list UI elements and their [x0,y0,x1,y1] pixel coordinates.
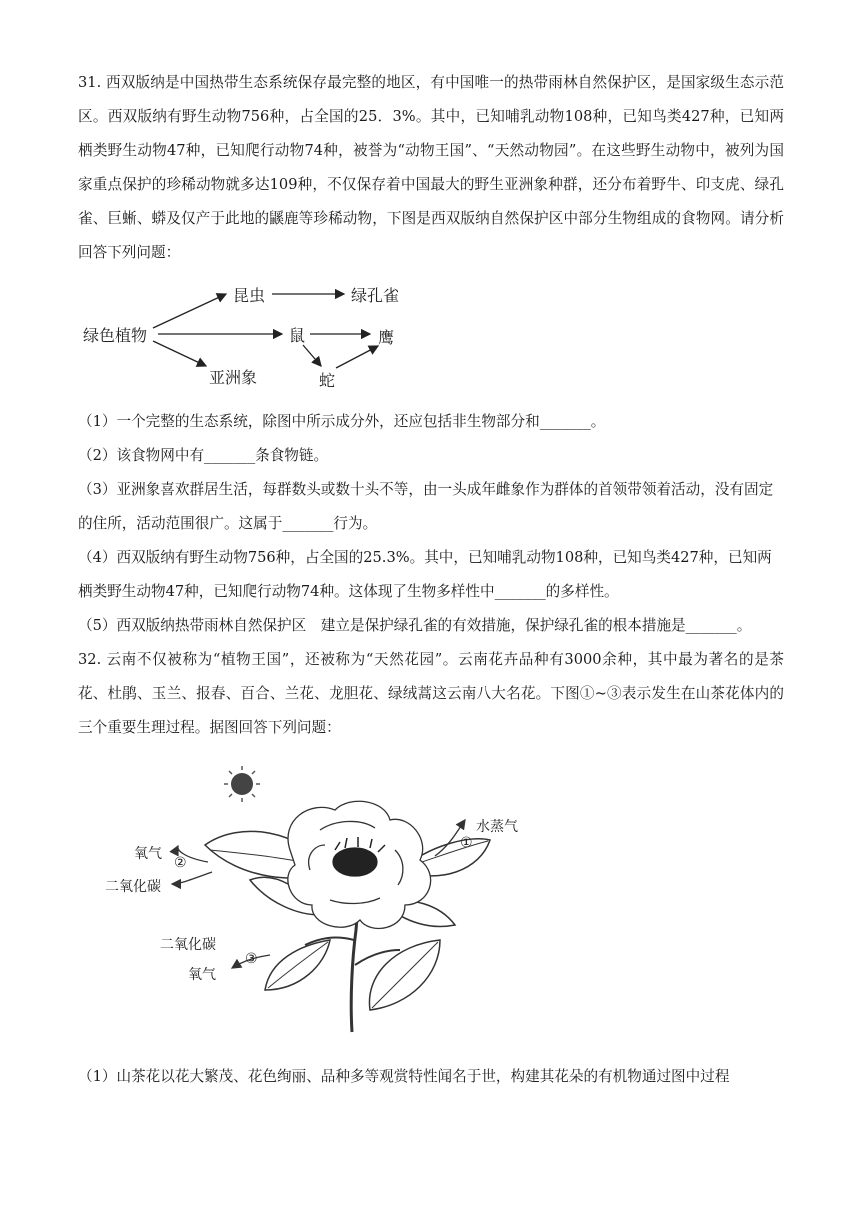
q32-sub1: （1）山茶花以花大繁茂、花色绚丽、品种多等观赏特性闻名于世，构建其花朵的有机物通过图中过程 [78,1068,730,1085]
q31-sub3: （3）亚洲象喜欢群居生活，每群数头或数十头不等，由一头成年雌象作为群体的首领带领着活动，没有固定的住所，活动范围很广。这属于_______行为。 [78,481,774,532]
q31-sub4: （4）西双版纳有野生动物756种，占全国的25.3%。其中，已知哺乳动物108种，已知鸟类427种，已知两栖类野生动物47种，已知爬行动物74种。这体现了生物多样性中_______的多样性。 [78,549,772,600]
node-green-plant: 绿色植物 [83,326,148,345]
sun-icon [224,766,260,802]
node-green-peacock: 绿孔雀 [351,286,400,305]
label-co2-top: 二氧化碳 [105,879,161,895]
label-co2-bottom: 二氧化碳 [160,937,216,953]
node-asian-elephant: 亚洲象 [209,368,258,387]
arrow-co2-out [172,872,212,884]
label-process-2: ② [174,855,187,871]
label-oxygen-bottom: 氧气 [188,967,216,983]
label-water-vapor: 水蒸气 [476,819,518,835]
label-oxygen-top: 氧气 [134,846,162,862]
node-eagle: 鹰 [378,328,395,347]
q31-sub5: （5）西双版纳热带雨林自然保护区 建立是保护绿孔雀的有效措施，保护绿孔雀的根本措施是_______。 [78,617,752,634]
label-process-3: ③ [245,951,258,967]
node-insect: 昆虫 [233,286,266,305]
q31-sub1: （1）一个完整的生态系统，除图中所示成分外，还应包括非生物部分和_______。 [78,413,606,430]
q31-intro: 31. 西双版纳是中国热带生态系统保存最完整的地区，有中国唯一的热带雨林自然保护区，是国家级生态示范区。西双版纳有野生动物756种，占全国的25．3%。其中，已知哺乳动物108种，已知鸟类427种，已知两栖类野生动物47种，已知爬行动物74种，被誉为“动物王国”、“天然动物园”。在这些野生动物中，被列为国家重点保护的珍稀动物就多达109种，不仅保存着中国最大的野生亚洲象种群，还分布着野牛、印支虎、绿孔雀、巨蜥、蟒及仅产于此地的鼷鹿等珍稀动物，下图是西双版纳自然保护区中部分生物组成的食物网。请分析回答下列问题： [78,74,784,261]
q32-intro: 32. 云南不仅被称为“植物王国”，还被称为“天然花园”。云南花卉品种有3000余种，其中最为著名的是茶花、杜鹃、玉兰、报春、百合、兰花、龙胆花、绿绒蒿这云南八大名花。下图①~③表示发生在山茶花体内的三个重要生理过程。据图回答下列问题： [78,651,784,736]
label-process-1: ① [460,835,473,851]
node-mouse: 鼠 [289,326,306,345]
node-snake: 蛇 [319,371,336,390]
q31-sub2: （2）该食物网中有_______条食物链。 [78,447,329,464]
